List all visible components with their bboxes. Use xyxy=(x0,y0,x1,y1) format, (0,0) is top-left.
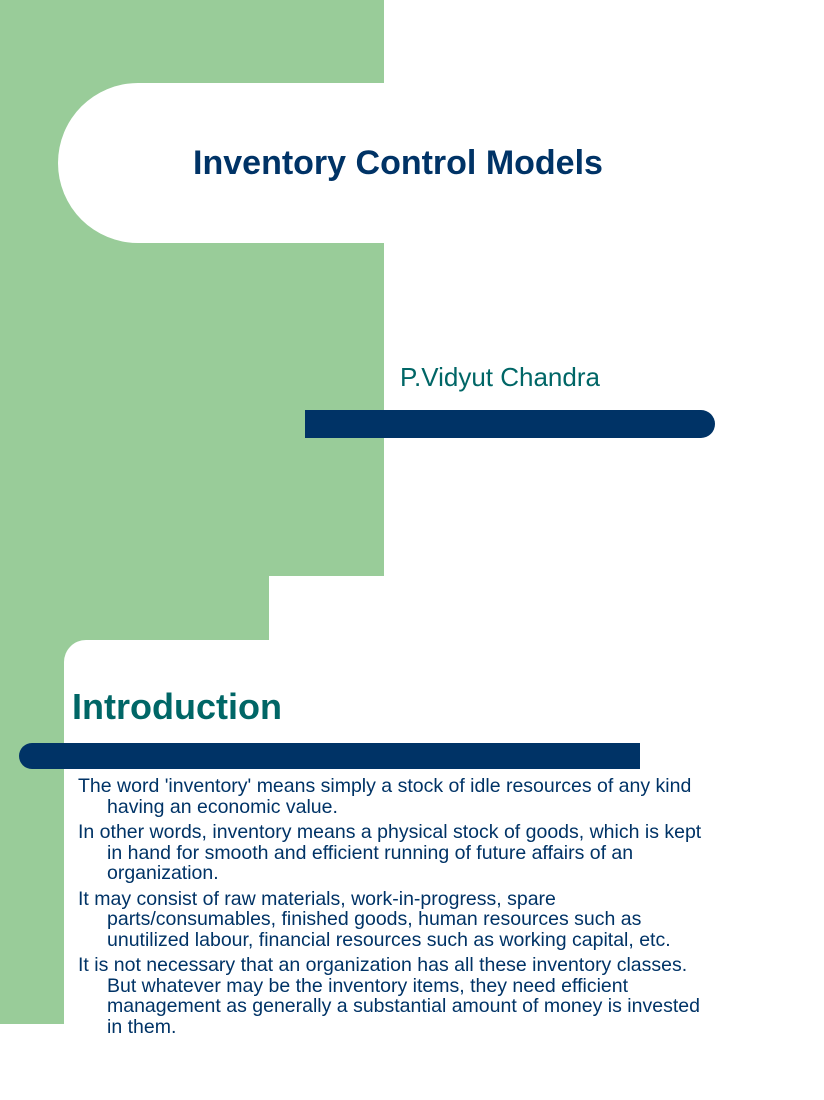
bullet-item: In other words, inventory means a physical stock of goods, which is kept in hand for smooth and efficient running of future affairs of an organization. xyxy=(78,821,702,884)
author-name: P.Vidyut Chandra xyxy=(400,362,600,392)
bullet-item: It may consist of raw materials, work-in-progress, spare parts/consumables, finished goods, human resources such as unutilized labour, financial resources such as working capital, etc. xyxy=(78,887,671,951)
navy-accent-bar xyxy=(305,410,715,438)
slide-title xyxy=(0,0,768,576)
bullet-list xyxy=(78,776,718,1042)
slide-title-text: Inventory Control Models xyxy=(193,143,603,182)
slide-heading: Introduction xyxy=(72,686,282,727)
slide-introduction xyxy=(0,576,768,1038)
bullet-item: The word 'inventory' means simply a stock of idle resources of any kind having an economic value. xyxy=(78,775,692,818)
navy-accent-bar xyxy=(19,743,640,769)
bullet-item: It is not necessary that an organization has all these inventory classes. But whatever may be the inventory items, they need efficient management as generally a substantial amount of money is invested in them. xyxy=(78,954,700,1038)
